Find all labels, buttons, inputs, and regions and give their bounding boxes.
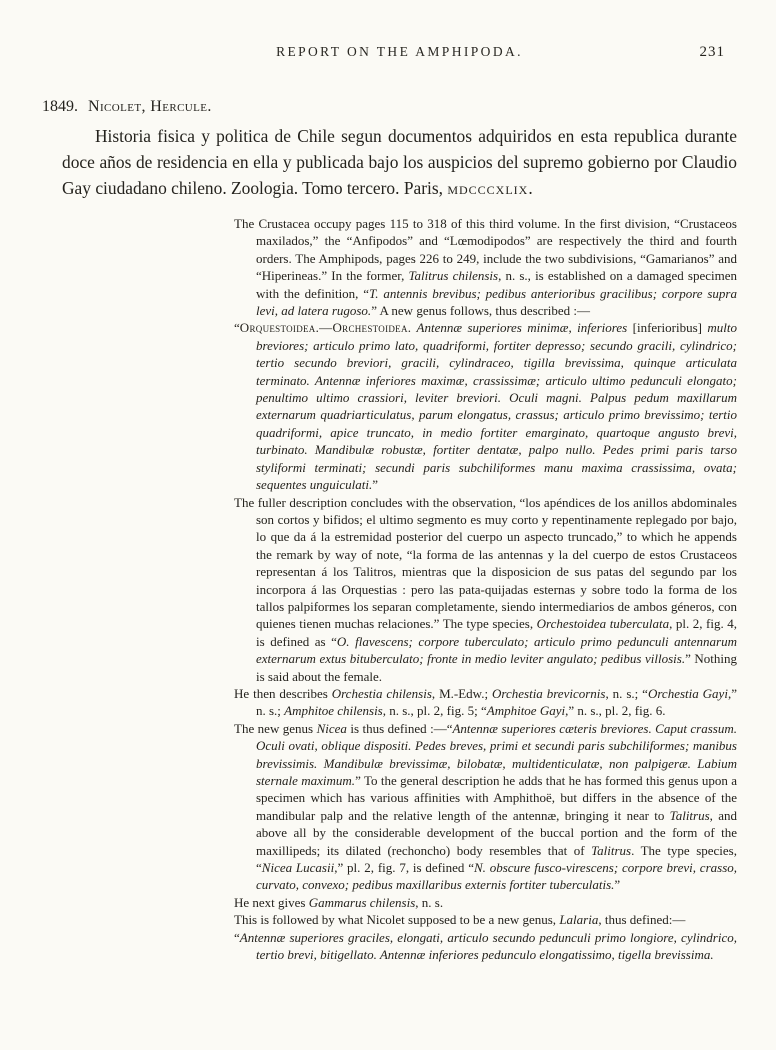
text-segment: The new genus [234, 720, 317, 736]
text-segment: Orquestoidea.—Orchestoidea. [239, 320, 412, 336]
text-segment: Lalaria [559, 912, 599, 928]
text-segment: The fuller description concludes with the observation, “los apéndices de los anillos abdominales son cortos y bifidos; el ultimo segmento es muy corto y repentinamente replegado por bajo, lo que da á la estremidad posterior del cuerpo un aspecto truncado,” to which he appends the remark by way of note, “la forma de las antennas y la del cuerpo de estos Crustaceos representan á los Talitros, mientras que la disposicion de sus patas del segundo par los incorpora á las Orquestias : pero las pata-quijadas esternas y sobre todo la forma de los tallos palpiformes los separan completamente, siendo intermediarios de ambos géneros, con quienes tienen muchas relaciones.” The type species, [234, 494, 737, 632]
note-paragraph [234, 685, 737, 720]
text-segment: “ [234, 320, 240, 336]
text-segment: , M.-Edw.; [431, 685, 493, 701]
publication-year-numeral: mdcccxlix. [447, 178, 534, 198]
text-segment: , n. s., is established on a damaged specimen with the definition, “ [256, 268, 737, 301]
note-paragraph [234, 494, 737, 685]
text-segment: Nicea [316, 720, 347, 736]
text-segment: , pl. 2, fig. 4, is defined as “ [256, 616, 738, 649]
text-segment: . The type species, “ [256, 842, 737, 876]
text-segment: Orchestoidea tuberculata [536, 616, 670, 632]
text-segment: , n. s.; “ [605, 685, 648, 701]
text-segment: Antennæ superiores graciles, elongati, articulo secundo pedunculi primo longiore, cylindrico, tertio brevi, bitigellato. Antennæ inferiores pedunculo elongatissimo, tigella brevissima. [239, 929, 737, 963]
notes-block [234, 215, 737, 963]
text-segment: Talitrus [669, 807, 710, 823]
text-segment: He next gives [234, 894, 309, 910]
entry-title-paragraph [62, 123, 737, 201]
running-head-title: REPORT ON THE AMPHIPODA. [276, 44, 523, 59]
text-segment: T. antennis brevibus; pedibus anterioribus gracilibus; corpore supra levi, ad latera rugoso. [256, 285, 737, 319]
note-paragraph [234, 215, 737, 319]
text-segment: multo breviores; articulo primo lato, quadriformi, fortiter depresso; secundo gracili, cylindrico; tertio secundo breviori, gracili, cylindraceo, tigilla brevissima, quinque articulata terminato. Antennæ inferiores maximæ, crassissimæ; articulo ultimo pedunculi elongato; penultimo ultimo crassiori, leviter breviori. Oculi magni. Palpus pedum maxillarum externarum quadriarticulatus, parum elongatus, crassus; articulo primo brevissimo; tertio quadriformi, apice truncato, in medio fortiter emarginato, quartoque angusto brevi, turbinato. Mandibulæ robustæ, fortiter dentatæ, palpo nullo. Pedes primi paris tarso styliformi terminati; secundi paris subchiliformes manu maxima crassissima, ovata; sequentes unguiculati. [256, 320, 737, 493]
text-segment: ,” n. s., pl. 2, fig. 6. [565, 703, 666, 719]
entry-title-text: Historia fisica y politica de Chile segun documentos adquiridos en esta republica durante doce años de residencia en ella y publicada bajo los auspicios del supremo gobierno por Claudio Gay ciudadano chileno. Zoologia. Tomo tercero. Paris, [62, 126, 737, 198]
entry-heading [42, 98, 737, 116]
text-segment: , and above all by the considerable development of the buccal portion and the form of the maxillipeds; its dilated (rechoncho) body resembles that of [256, 807, 737, 858]
text-segment: Orchestia brevicornis [492, 685, 606, 701]
text-segment: Nicea Lucasii [261, 860, 335, 876]
entry-author: Nicolet, Hercule. [88, 98, 212, 115]
text-segment: Amphitoe Gayi [486, 703, 566, 719]
note-paragraph [234, 929, 737, 964]
entry-year: 1849. [42, 98, 78, 115]
text-segment: Amphitoe chilensis [284, 703, 383, 719]
text-segment: ” [614, 877, 621, 893]
text-segment: ,” pl. 2, fig. 7, is defined “ [334, 860, 474, 876]
text-segment: Antennæ superiores cæteris breviores. Caput crassum. Oculi ovati, oblique dispositi. Pedes breves, primi et secundi paris subchiliformes; manibus brevissimis. Mandibulæ brevissimæ, bilobatæ, multidenticulatæ, non palpigeræ. Labium sternale maximum. [256, 720, 737, 788]
text-segment: , n. s., pl. 2, fig. 5; “ [382, 703, 487, 719]
text-segment: ” A new genus follows, thus described :— [371, 303, 590, 319]
text-segment: Orchestia Gayi [647, 685, 728, 701]
text-segment: ,” n. s.; [256, 685, 737, 719]
text-segment: [inferioribus] [632, 320, 702, 336]
text-segment: Talitrus chilensis [408, 268, 499, 284]
page-number: 231 [699, 44, 725, 60]
text-segment: , thus defined:— [598, 912, 686, 928]
text-segment: Talitrus [591, 842, 632, 858]
text-segment: The Crustacea occupy pages 115 to 318 of this third volume. In the first division, “Crustaceos maxilados,” the “Anfipodos” and “Lœmodipodos” are respectively the third and fourth orders. The Amphipods, pages 226 to 249, include the two subdivisions, “Gamarianos” and “Hiperineas.” In the former, [234, 216, 737, 284]
running-head [62, 44, 737, 64]
text-segment: N. obscure fusco-virescens; corpore brevi, crasso, curvato, convexo; pedibus maxillaribus externis fortiter tuberculatis. [256, 860, 738, 893]
text-segment: “ [234, 929, 240, 945]
text-segment: ” To the general description he adds that he has formed this genus upon a specimen which has various affinities with Amphithoë, but differs in the absence of the mandibular palp and the relative length of the antennæ, bringing it near to [256, 773, 737, 823]
text-segment: Orchestia chilensis [331, 685, 432, 701]
note-paragraph [234, 894, 737, 911]
text-segment: O. flavescens; corpore tuberculato; articulo primo pedunculi antennarum externarum extus bituberculato; fronte in medio leviter angulato; pedibus villosis. [256, 633, 737, 667]
text-segment: This is followed by what Nicolet supposed to be a new genus, [234, 912, 560, 928]
text-segment: is thus defined :—“ [346, 720, 453, 736]
note-paragraph [234, 319, 737, 493]
text-segment: , n. s. [415, 894, 444, 910]
text-segment: ” Nothing is said about the female. [256, 651, 737, 684]
text-segment: Antennæ superiores minimæ, inferiores [411, 320, 633, 336]
note-paragraph [234, 911, 737, 928]
text-segment: He then describes [234, 685, 332, 701]
text-segment: Gammarus chilensis [308, 894, 416, 910]
note-paragraph [234, 720, 737, 894]
text-segment: ” [372, 477, 379, 493]
